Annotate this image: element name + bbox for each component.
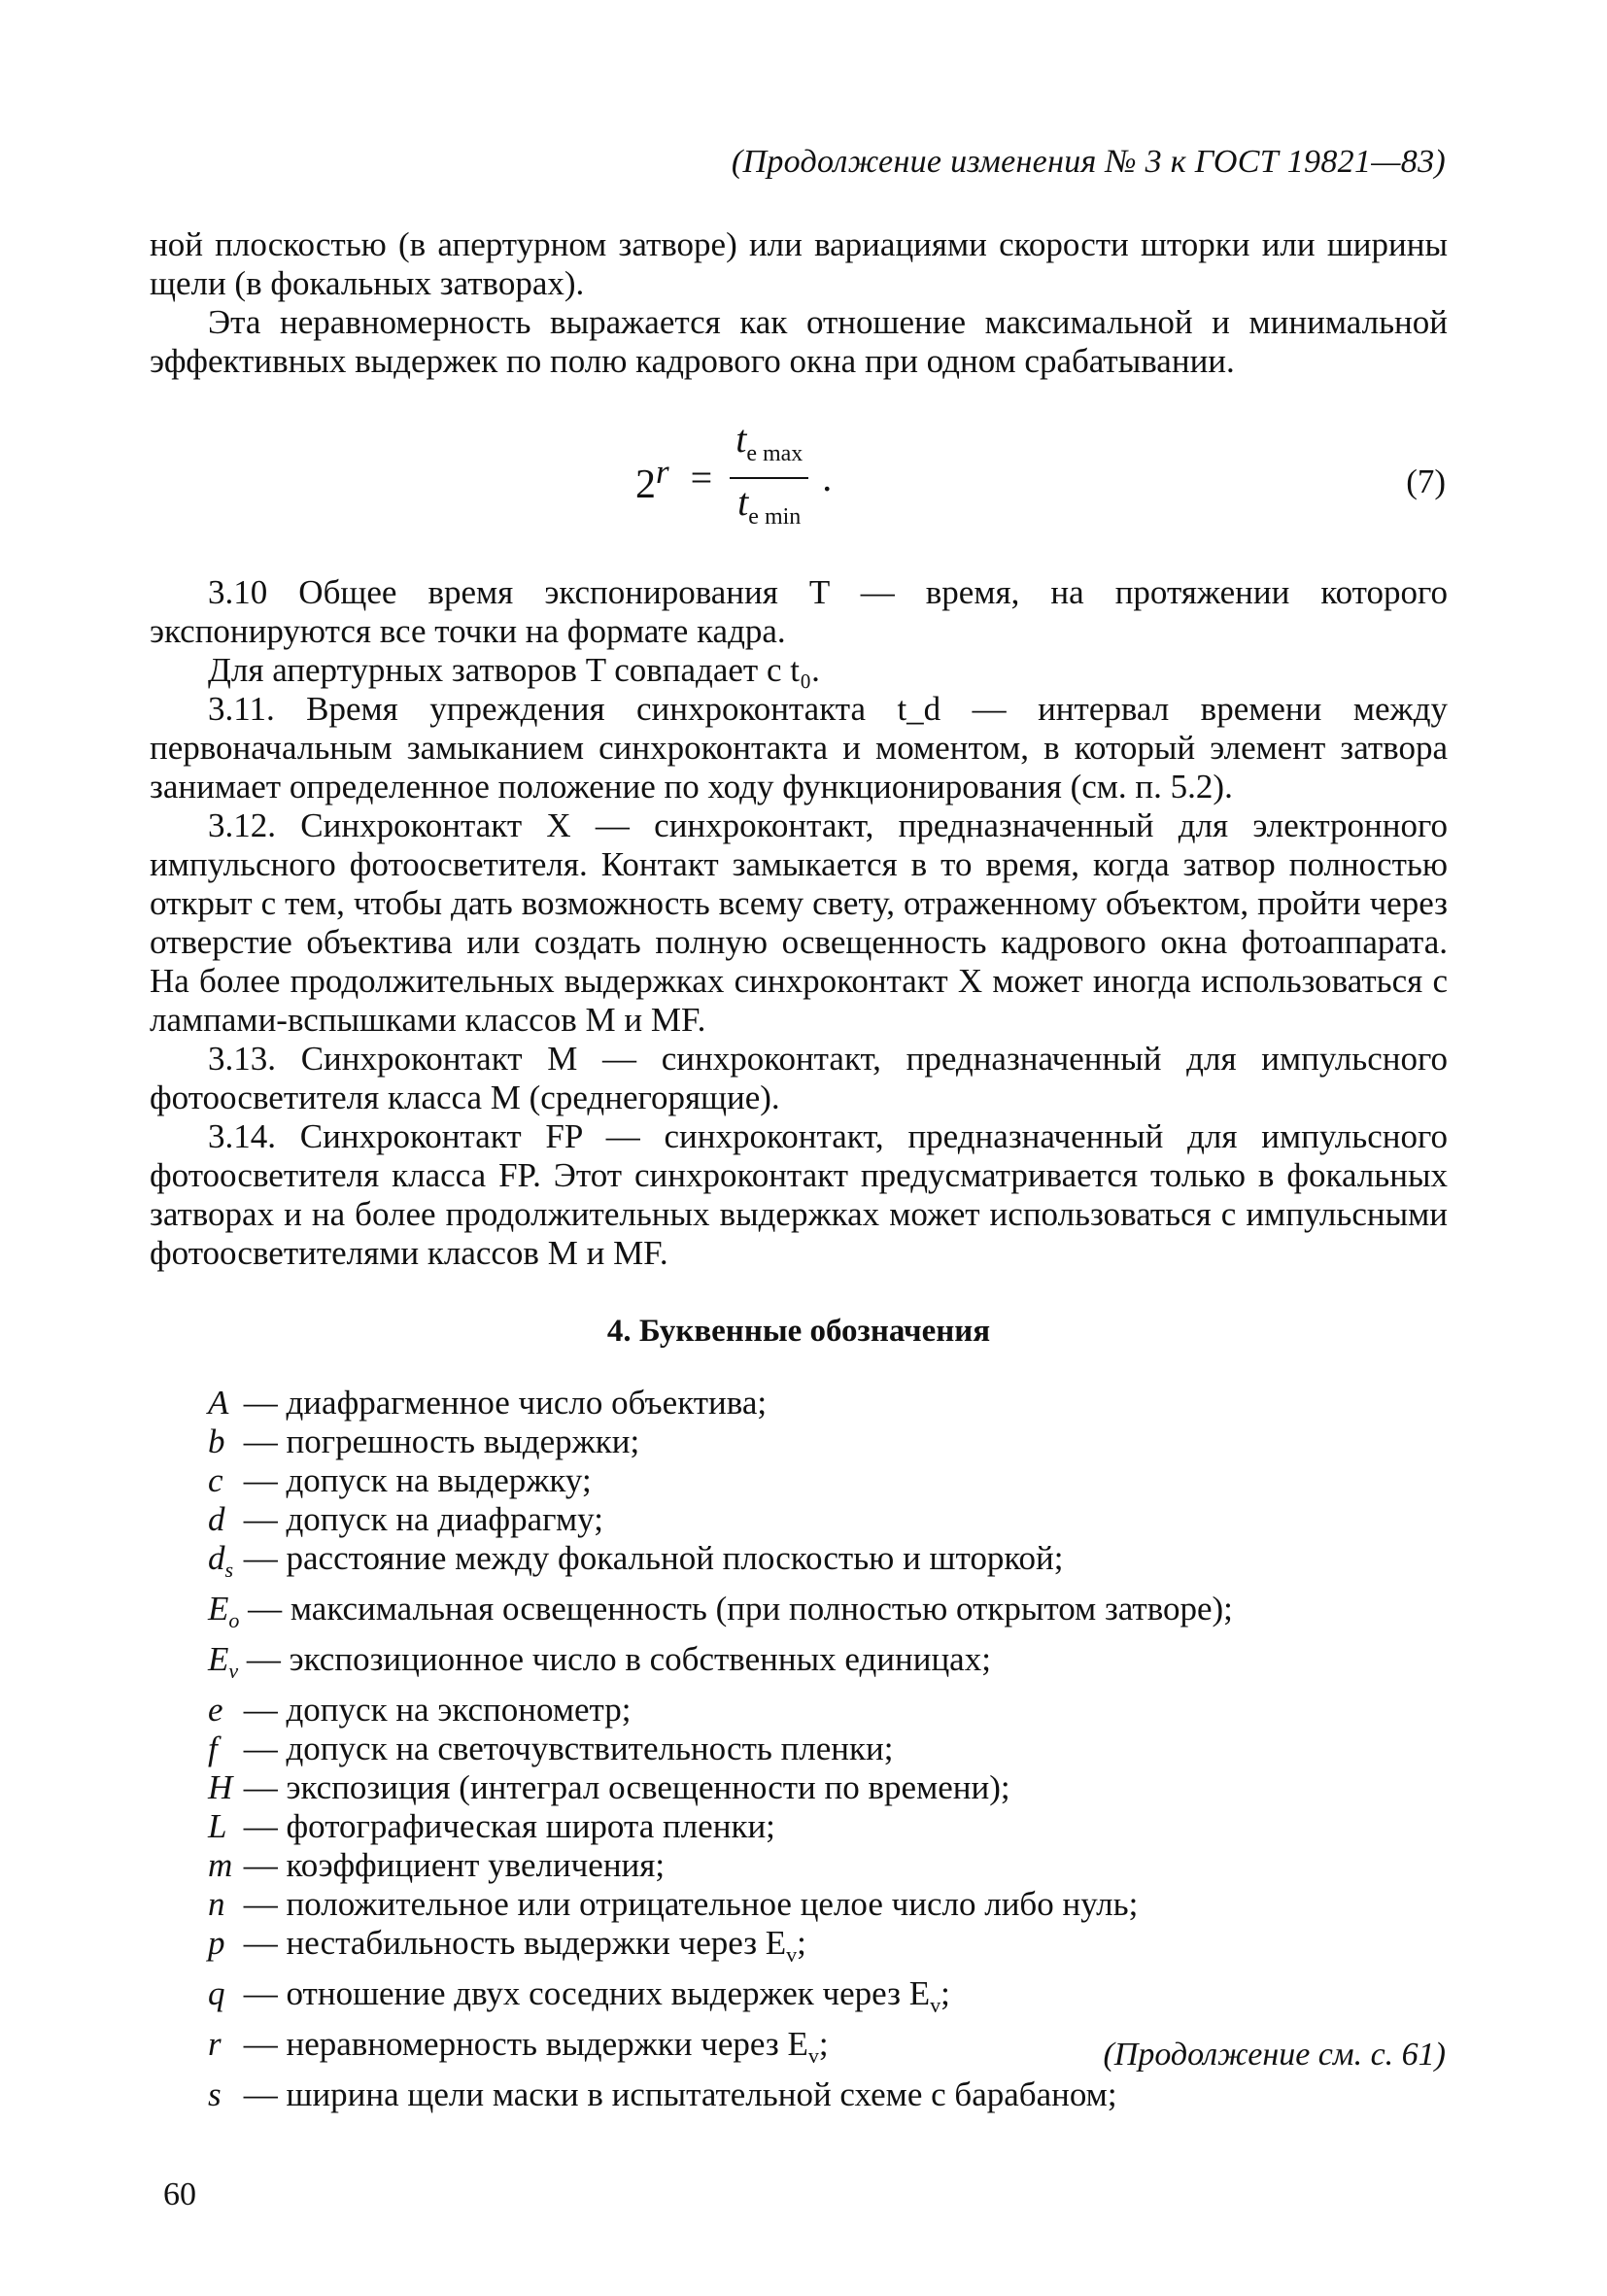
definition-symbol: L bbox=[208, 1807, 227, 1845]
definition-text: — положительное или отрицательное целое число либо нуль; bbox=[243, 1885, 1139, 1923]
definition-symbol: $d_s$ bbox=[208, 1539, 234, 1582]
paragraph: 3.14. Синхроконтакт FP — синхроконтакт, предназначенный для импульсного фотоосветителя класса FP. Этот синхроконтакт предусматривается только в фокальных затворах и на более продолжительных выдержках может использоваться с импульсными фотоосветителями классов M и MF. bbox=[150, 1117, 1448, 1272]
definition-item bbox=[150, 1885, 1448, 1924]
continuation-note: (Продолжение см. с. 61) bbox=[1103, 2037, 1446, 2073]
definition-text: — неравномерность выдержки через E bbox=[243, 2025, 808, 2063]
definition-item bbox=[150, 1461, 1448, 1500]
definition-tail: ; bbox=[818, 2025, 829, 2063]
definition-item bbox=[150, 1422, 1448, 1461]
definition-symbol: n bbox=[208, 1885, 225, 1923]
definition-text: — ширина щели маски в испытательной схеме с барабаном; bbox=[243, 2075, 1117, 2113]
definition-symbol: p bbox=[208, 1924, 225, 1962]
document-body bbox=[150, 225, 1448, 2114]
definition-text: — допуск на светочувствительность пленки; bbox=[243, 1730, 894, 1767]
paragraph: 3.13. Синхроконтакт M — синхроконтакт, предназначенный для импульсного фотоосветителя класса M (среднегорящие). bbox=[150, 1040, 1448, 1116]
definition-tail: ; bbox=[940, 1974, 950, 2012]
formula-equals: = bbox=[690, 456, 713, 499]
formula-period: . bbox=[822, 456, 833, 499]
definition-item bbox=[150, 1590, 1448, 1640]
formula-lhs: 2$^r$ bbox=[635, 452, 669, 507]
paragraph: Эта неравномерность выражается как отношение максимальной и минимальной эффективных выдержек по полю кадрового окна при одном срабатывании. bbox=[150, 303, 1448, 380]
definition-tail: ; bbox=[797, 1924, 806, 1962]
definition-text: — погрешность выдержки; bbox=[243, 1422, 640, 1460]
definition-text: — экспозиция (интеграл освещенности по времени); bbox=[243, 1768, 1010, 1806]
definition-symbol: d bbox=[208, 1500, 225, 1538]
section-title: 4. Буквенные обозначения bbox=[606, 1314, 991, 1349]
definition-text: — экспозиционное число в собственных единицах; bbox=[246, 1640, 991, 1678]
equation-7 bbox=[150, 417, 1448, 556]
definition-text: — коэффициент увеличения; bbox=[243, 1846, 666, 1884]
running-header: (Продолжение изменения № 3 к ГОСТ 19821—83) bbox=[731, 144, 1446, 180]
definition-item bbox=[150, 1846, 1448, 1885]
definition-symbol: $E_o$ bbox=[208, 1590, 240, 1632]
formula bbox=[635, 417, 833, 536]
definition-text: — диафрагменное число объектива; bbox=[243, 1384, 768, 1422]
definition-symbol: H bbox=[208, 1768, 233, 1806]
definition-symbol: e bbox=[208, 1691, 223, 1729]
definition-symbol: b bbox=[208, 1422, 225, 1460]
definition-symbol: s bbox=[208, 2075, 222, 2113]
definition-symbol: q bbox=[208, 1974, 225, 2012]
fraction-numerator: $t_{e max}$ bbox=[730, 420, 808, 479]
definition-item bbox=[150, 2075, 1448, 2114]
definition-text: — максимальная освещенность (при полностью открытом затворе); bbox=[248, 1590, 1233, 1628]
definition-text: — нестабильность выдержки через E bbox=[243, 1924, 787, 1962]
formula-fraction bbox=[730, 417, 808, 536]
page-number: 60 bbox=[163, 2176, 196, 2212]
definition-symbol: m bbox=[208, 1846, 233, 1884]
definition-item bbox=[150, 1730, 1448, 1768]
definitions-list bbox=[150, 1384, 1448, 2114]
definition-symbol: $E_v$ bbox=[208, 1640, 239, 1683]
fraction-denominator: $t_{e min}$ bbox=[737, 480, 802, 530]
paragraph: Для апертурных затворов T совпадает с t₀. bbox=[208, 651, 820, 689]
paragraph: ной плоскостью (в апертурном затворе) или вариациями скорости шторки или ширины щели (в фокальных затворах). bbox=[150, 225, 1448, 302]
definition-item bbox=[150, 1974, 1448, 2025]
definition-item bbox=[150, 1807, 1448, 1846]
definition-item bbox=[150, 1539, 1448, 1590]
definition-item bbox=[150, 1768, 1448, 1807]
definition-text: — допуск на экспонометр; bbox=[243, 1691, 632, 1729]
paragraph: 3.10 Общее время экспонирования T — время, на протяжении которого экспонируются все точки на формате кадра. bbox=[150, 573, 1448, 650]
definition-tail-sub: v bbox=[786, 1942, 798, 1967]
definition-symbol: r bbox=[208, 2025, 222, 2063]
definition-item bbox=[150, 1384, 1448, 1422]
definition-symbol: c bbox=[208, 1461, 223, 1499]
definition-item bbox=[150, 1640, 1448, 1691]
definition-item bbox=[150, 1500, 1448, 1539]
paragraph: 3.11. Время упреждения синхроконтакта t_d — интервал времени между первоначальным замыканием синхроконтакта и моментом, в который элемент затвора занимает определенное положение по ходу функционирования (см. п. 5.2). bbox=[150, 690, 1448, 805]
definition-text: — фотографическая широта пленки; bbox=[243, 1807, 775, 1845]
definition-symbol: f bbox=[208, 1730, 218, 1767]
definition-symbol: A bbox=[208, 1384, 229, 1422]
paragraph: 3.12. Синхроконтакт X — синхроконтакт, предназначенный для электронного импульсного фотоосветителя. Контакт замыкается в то время, когда затвор полностью открыт с тем, чтобы дать возможность всему свету, отраженному объектом, пройти через отверстие объектива или создать полную освещенность кадрового окна фотоаппарата. На более продолжительных выдержках синхроконтакт X может иногда использоваться с лампами-вспышками классов M и MF. bbox=[150, 806, 1448, 1039]
definition-text: — допуск на выдержку; bbox=[243, 1461, 592, 1499]
equation-number: (7) bbox=[1406, 463, 1446, 500]
definition-text: — допуск на диафрагму; bbox=[243, 1500, 603, 1538]
definition-item bbox=[150, 1691, 1448, 1730]
definition-text: — отношение двух соседних выдержек через E bbox=[243, 1974, 931, 2012]
definition-item bbox=[150, 1924, 1448, 1974]
definition-tail-sub: v bbox=[807, 2043, 819, 2068]
definition-text: — расстояние между фокальной плоскостью и шторкой; bbox=[243, 1539, 1064, 1577]
definition-tail-sub: v bbox=[930, 1993, 941, 2017]
